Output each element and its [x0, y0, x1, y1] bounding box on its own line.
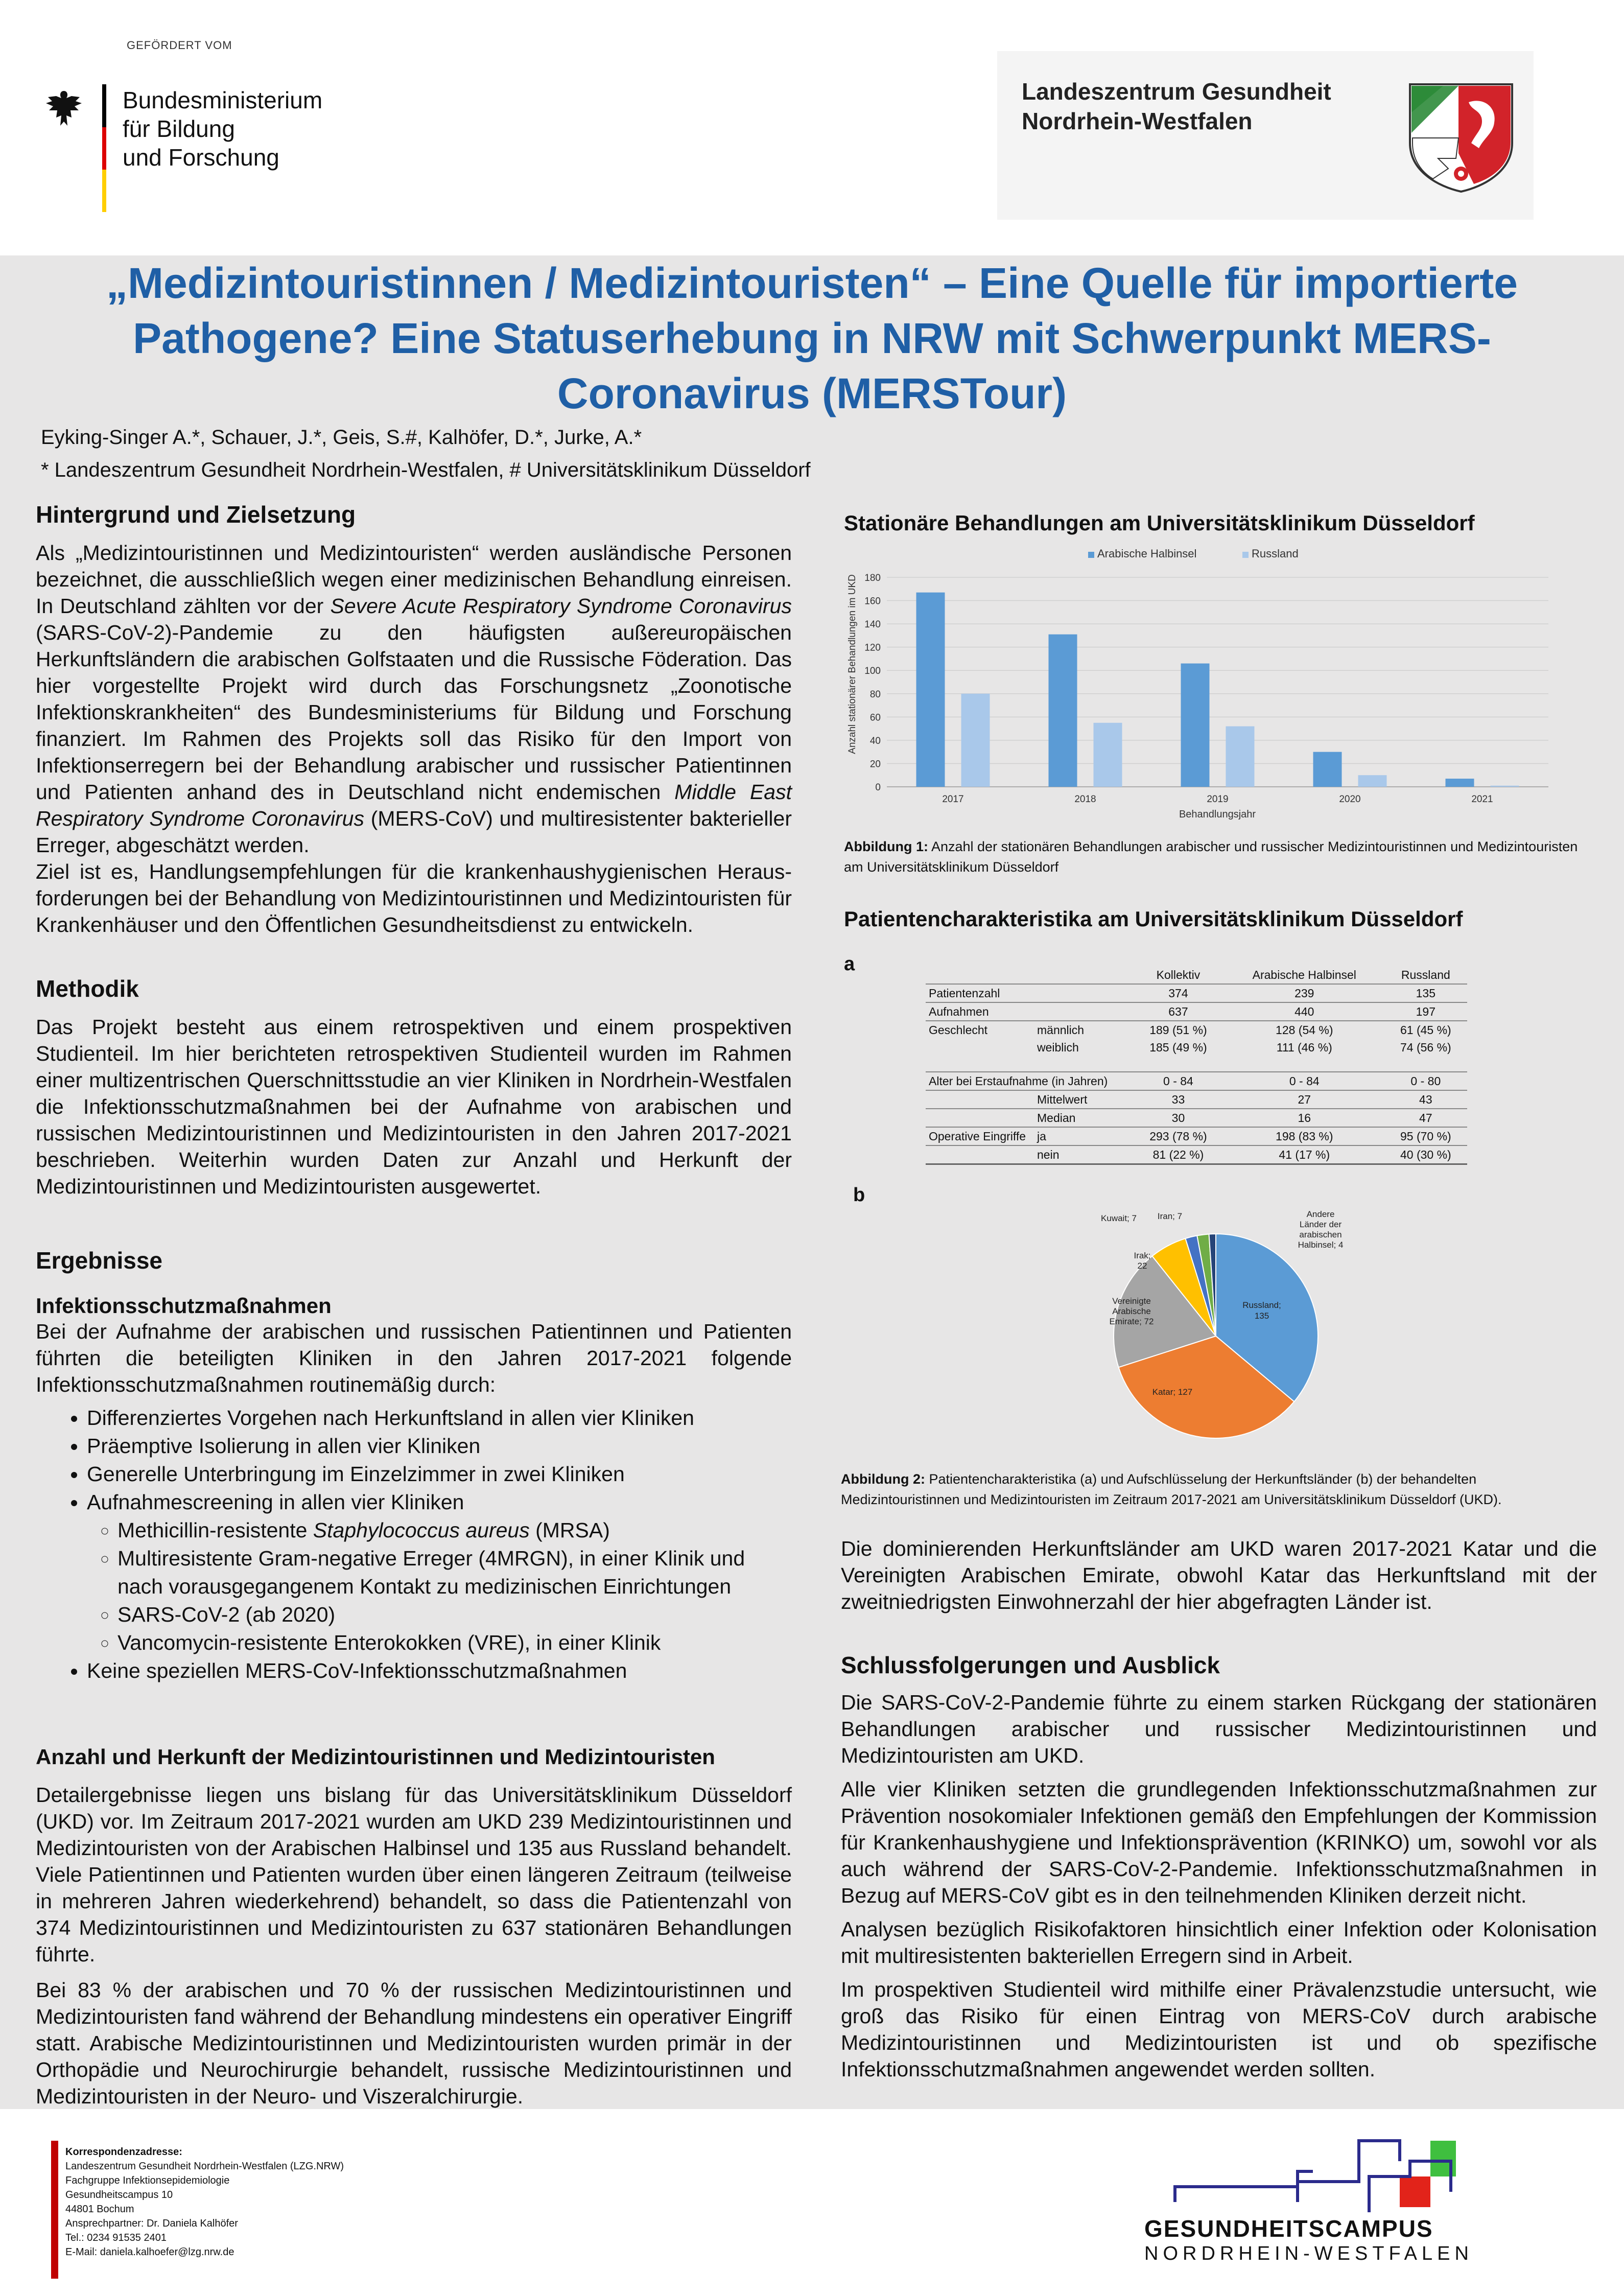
list-item	[87, 1488, 792, 1657]
text-span-italic: Severe Acute Respiratory Syndrome Coronavirus	[330, 594, 792, 618]
pie-label-andere-1: Andere	[1306, 1209, 1335, 1219]
title-line3: Coronavirus (MERSTour)	[557, 369, 1067, 417]
table-cell: 128 (54 %)	[1225, 1021, 1384, 1039]
pie-label-vae-2: Arabische	[1112, 1306, 1151, 1316]
pie-label-iran: Iran; 7	[1157, 1211, 1183, 1221]
legend-swatch-russland	[1242, 552, 1249, 558]
chart-x-axis-label: Behandlungsjahr	[1179, 809, 1256, 820]
table-cell: 374	[1132, 984, 1225, 1002]
table-row	[926, 984, 1467, 1002]
table-cell	[926, 1056, 1467, 1072]
chart-legend	[1088, 547, 1299, 560]
authors: Eyking-Singer A.*, Schauer, J.*, Geis, S.#, Kalhöfer, D.*, Jurke, A.*	[41, 426, 642, 449]
pie-label-andere-3: arabischen	[1299, 1230, 1342, 1239]
pie-label-irak-1: Irak;	[1134, 1251, 1151, 1260]
table-cell	[926, 1145, 1034, 1164]
gesundheitscampus-logo-icon	[1144, 2131, 1492, 2228]
bar-arabische-halbinsel-2021	[1446, 779, 1474, 787]
table-header-row	[926, 966, 1467, 984]
pie-label-andere-2: Länder der	[1299, 1220, 1342, 1229]
bar-arabische-halbinsel-2017	[916, 593, 945, 787]
pie-label-vae-1: Vereinigte	[1112, 1296, 1151, 1306]
table-cell: 33	[1132, 1090, 1225, 1109]
text-span: (SARS-CoV-2)-Pandemie zu den häufigsten außereuropäischen Herkunftsländern die arabischen Golfstaaten und die Russische Föderation. Das hier vorgestellte Projekt wird durch das Forschungsnetz „Zoonotische Infektionskrankheiten“ des Bundesministeriums für Bildung und Forschung finanziert. Im Rahmen des Projekts soll das Risiko für den Import von Infektionserregern bei der Behandlung arabischer und russischer Patientinnen und Patienten anhand des in Deutschland nicht endemischen	[36, 621, 792, 804]
chart1-title: Stationäre Behandlungen am Universitätsklinikum Düsseldorf	[844, 511, 1475, 535]
text-span-italic: Middle East Respiratory Syndrome Coronavirus	[36, 780, 792, 830]
table-cell: 81 (22 %)	[1132, 1145, 1225, 1164]
table-row	[926, 1127, 1467, 1145]
y-tick-label: 20	[869, 759, 881, 770]
bar-russland-2017	[961, 694, 990, 787]
methodik-paragraph: Das Projekt besteht aus einem retrospektiven und einem prospektiven Studienteil. Im hier berichteten retrospektiven Studienteil wurden im Rahmen einer multizentrischen Querschnittsstudie an vier Kliniken in Nordrhein-Westfalen die Infektionsschutzmaßnahmen bei der Aufnahme von arabischen und russischen Medizintouristinnen und Medizintouristen in den Jahren 2017-2021 beschrieben. Weiterhin wurden Daten zur Anzahl und Herkunft der Medizintouristinnen und Medizintouristen ausgewertet.	[36, 1015, 792, 1198]
table-cell	[1034, 1002, 1132, 1021]
table-cell: 185 (49 %)	[1149, 1040, 1207, 1054]
schluss-paragraph-4: Im prospektiven Studienteil wird mithilfe einer Prävalenzstudie untersucht, wie groß das Risiko für einen Eintrag von MERS-CoV durch arabische Medizintouristinnen und Medizintouristen ist und ob spezifische Infektionsschutzmaßnahmen angewendet werden sollten.	[841, 1978, 1597, 2081]
contact-line: Ansprechpartner: Dr. Daniela Kalhöfer	[65, 2218, 238, 2229]
pie-label-irak-2: 22	[1137, 1261, 1147, 1271]
legend-label-arabische: Arabische Halbinsel	[1097, 547, 1197, 560]
table-cell: 0 - 84	[1225, 1072, 1384, 1090]
bar-russland-2018	[1094, 723, 1122, 787]
y-tick-label: 40	[869, 735, 881, 746]
contact-line: Gesundheitscampus 10	[65, 2189, 173, 2201]
contact-email: E-Mail: daniela.kalhoefer@lzg.nrw.de	[65, 2246, 234, 2258]
schluss-paragraph-2: Alle vier Kliniken setzten die grundlegenden Infektionsschutzmaßnahmen zur Prävention nosokomialer Infektionen gemäß den Empfehlungen der Kommission für Krankenhaushygiene und Infektionsprävention (KRINKO) um, sowohl vor als auch während der SARS-CoV-2-Pandemie. Infektionsschutzmaßnahmen in Bezug auf MERS-CoV gibt es in den teilnehmenden Kliniken derzeit nicht.	[841, 1777, 1597, 1907]
table-cell: 40 (30 %)	[1384, 1145, 1467, 1164]
schluss-paragraph-1: Die SARS-CoV-2-Pandemie führte zu einem starken Rückgang der stationären Behandlungen arabischer und russischer Medizintouristinnen und Medizintouristen am UKD.	[841, 1691, 1597, 1767]
contact-line: Landeszentrum Gesundheit Nordrhein-Westfalen (LZG.NRW)	[65, 2161, 344, 2172]
x-tick-label: 2019	[1207, 794, 1229, 805]
pie-chart	[1073, 1206, 1359, 1446]
bar-russland-2020	[1358, 775, 1387, 787]
federal-eagle-icon	[41, 87, 87, 133]
x-tick-label: 2018	[1074, 794, 1096, 805]
funding-label: GEFÖRDERT VOM	[127, 39, 232, 52]
table-cell: 16	[1225, 1109, 1384, 1127]
section-anzahl	[36, 1745, 792, 2110]
legend-swatch-arabische	[1088, 552, 1094, 558]
table-spacer-row	[926, 1056, 1467, 1072]
table-cell: 0 - 84	[1132, 1072, 1225, 1090]
bar-russland-2021	[1491, 786, 1519, 787]
dominant-paragraph: Die dominierenden Herkunftsländer am UKD waren 2017-2021 Katar und die Vereinigten Arabischen Emirate, obwohl Katar das Herkunftsland mit der zweitniedrigsten Einwohnerzahl der hier abgefragten Länder ist.	[841, 1537, 1597, 1613]
table-row	[926, 1090, 1467, 1109]
list-item: • Präemptive Isolierung in allen vier Kliniken	[87, 1432, 792, 1460]
bar-arabische-halbinsel-2020	[1313, 752, 1342, 787]
y-tick-label: 60	[869, 712, 881, 723]
lzg-logo-text	[1022, 77, 1331, 136]
table-row	[926, 1072, 1467, 1090]
gesundheitscampus-region: NORDRHEIN-WESTFALEN	[1144, 2243, 1473, 2264]
table-cell: Operative Eingriffe	[926, 1127, 1034, 1145]
chart-y-axis-label: Anzahl stationärer Behandlungen im UKD	[847, 574, 858, 754]
ergebnisse-heading: Ergebnisse	[36, 1247, 162, 1274]
hintergrund-heading: Hintergrund und Zielsetzung	[36, 501, 356, 528]
pie-label-russland-value: 135	[1254, 1311, 1269, 1321]
table-cell: 198 (83 %)	[1225, 1127, 1384, 1145]
bmbf-line2: für Bildung	[123, 115, 235, 142]
table-cell: 43	[1384, 1090, 1467, 1109]
contact-heading: Korrespondenzadresse:	[65, 2146, 182, 2158]
list-item: • Differenziertes Vorgehen nach Herkunftsland in allen vier Kliniken	[87, 1404, 792, 1432]
screening-list	[87, 1516, 792, 1657]
y-tick-label: 140	[864, 619, 881, 630]
table-cell: Aufnahmen	[926, 1002, 1034, 1021]
contact-line: Fachgruppe Infektionsepidemiologie	[65, 2175, 230, 2186]
text-span: (MRSA)	[529, 1518, 610, 1542]
caption-text: Patientencharakteristika (a) und Aufschlüsselung der Herkunftsländer (b) der behandelten Medizintouristinnen und Medizintouristen im Zeitraum 2017-2021 am Universitätsklinikum Düsseldorf (UKD).	[841, 1471, 1502, 1507]
text-span: Aufnahmescreening in allen vier Kliniken	[87, 1490, 464, 1514]
table-cell: Patientenzahl	[926, 984, 1034, 1002]
title-line2: Pathogene? Eine Statuserhebung in NRW mit Schwerpunkt MERS-	[133, 314, 1491, 362]
table-cell: 30	[1132, 1109, 1225, 1127]
schluss-paragraph-3: Analysen bezüglich Risikofaktoren hinsichtlich einer Infektion oder Kolonisation mit multiresistenten bakteriellen Erregern sind in Arbeit.	[841, 1917, 1597, 1968]
bar-arabische-halbinsel-2019	[1181, 664, 1210, 787]
lzg-line1: Landeszentrum Gesundheit	[1022, 78, 1331, 105]
nrw-crest-icon	[1407, 82, 1515, 194]
list-item: • Keine speziellen MERS-CoV-Infektionsschutzmaßnahmen	[87, 1657, 792, 1685]
table-cell: 95 (70 %)	[1384, 1127, 1467, 1145]
contact-line: 44801 Bochum	[65, 2204, 134, 2215]
german-flag-stripe	[102, 84, 106, 212]
table-cell: ja	[1034, 1127, 1132, 1145]
bmbf-line3: und Forschung	[123, 144, 279, 171]
bmbf-line1: Bundesministerium	[123, 87, 323, 113]
caption-text: Anzahl der stationären Behandlungen arabischer und russischer Medizintouristinnen und Medizintouristen am Universitätsklinikum Düsseldorf	[844, 839, 1578, 875]
figure1-caption	[844, 836, 1580, 877]
list-item: • Generelle Unterbringung im Einzelzimmer in zwei Kliniken	[87, 1460, 792, 1488]
table-row	[926, 1145, 1467, 1164]
section-hintergrund	[36, 501, 792, 938]
table-row	[926, 1021, 1467, 1039]
patient-table	[926, 966, 1467, 1165]
contact-block	[65, 2145, 344, 2259]
measures-list	[36, 1404, 792, 1685]
caption-bold: Abbildung 1:	[844, 839, 928, 854]
chart-bars	[916, 593, 1519, 787]
dominant-countries-text	[841, 1535, 1597, 1615]
table-cell: 135	[1384, 984, 1467, 1002]
schluss-heading: Schlussfolgerungen und Ausblick	[841, 1652, 1220, 1678]
table-cell: 0 - 80	[1384, 1072, 1467, 1090]
lzg-line2: Nordrhein-Westfalen	[1022, 108, 1253, 134]
y-tick-label: 180	[864, 573, 881, 583]
title-line1: „Medizintouristinnen / Medizintouristen“ – Eine Quelle für importierte	[106, 259, 1518, 307]
table-cell	[926, 1090, 1034, 1109]
table-cell: Alter bei Erstaufnahme (in Jahren)	[926, 1072, 1132, 1090]
anzahl-paragraph-2: Bei 83 % der arabischen und 70 % der russischen Medizintouristinnen und Medizintouristen fand während der Behandlung mindestens ein operativer Eingriff statt. Arabische Medizintouristinnen und Medizintouristen wurden primär in der Orthopädie und Neurochirurgie behandelt, russische Medizintouristinnen und Medizintouristen in der Neuro- und Viszeralchirurgie.	[36, 1978, 792, 2108]
table-cell	[926, 1109, 1034, 1127]
text-span-italic: Staphylococcus aureus	[313, 1518, 530, 1542]
y-tick-label: 0	[875, 782, 881, 793]
table-cell: nein	[1034, 1145, 1132, 1164]
pie-label-andere-4: Halbinsel; 4	[1298, 1240, 1344, 1250]
table-header-cell: Arabische Halbinsel	[1225, 966, 1384, 984]
panel-label-a: a	[844, 953, 855, 975]
bar-chart	[841, 542, 1556, 828]
table-cell: 239	[1225, 984, 1384, 1002]
infektionsschutz-subheading: Infektionsschutzmaßnahmen	[36, 1294, 332, 1318]
table-cell: 111 (46 %)	[1276, 1040, 1332, 1054]
table-cell: Mittelwert	[1034, 1090, 1132, 1109]
table-header-cell: Kollektiv	[1132, 966, 1225, 984]
table-cell: 293 (78 %)	[1132, 1127, 1225, 1145]
hintergrund-paragraph-1	[36, 540, 792, 858]
y-tick-label: 80	[869, 689, 881, 700]
table-cell: männlich	[1034, 1021, 1132, 1039]
affiliations: * Landeszentrum Gesundheit Nordrhein-Westfalen, # Universitätsklinikum Düsseldorf	[41, 459, 811, 481]
table-row	[926, 1039, 1467, 1056]
pie-label-russland: Russland;	[1242, 1300, 1281, 1310]
legend-label-russland: Russland	[1252, 547, 1299, 560]
table-cell: 61 (45 %)	[1384, 1021, 1467, 1039]
pie-label-kuwait: Kuwait; 7	[1101, 1213, 1137, 1223]
anzahl-subheading: Anzahl und Herkunft der Medizintouristinnen und Medizintouristen	[36, 1745, 715, 1769]
caption-bold: Abbildung 2:	[841, 1471, 925, 1487]
list-item	[117, 1516, 792, 1544]
text-span: Als „Medizintouristinnen und Medizintouristen“ werden ausländische Personen bezeichnet, die ausschließlich wegen einer medizinischen Behandlung einreisen. In Deutschland zählten vor der	[36, 541, 792, 618]
section-schluss	[841, 1651, 1597, 2082]
gesundheitscampus-name: GESUNDHEITSCAMPUS	[1144, 2215, 1433, 2242]
table-cell: Median	[1034, 1109, 1132, 1127]
table-cell: 189 (51 %)	[1132, 1021, 1225, 1039]
y-tick-label: 100	[864, 666, 881, 677]
list-item: ◦ Vancomycin-resistente Enterokokken (VRE), in einer Klinik	[117, 1629, 792, 1657]
x-tick-label: 2021	[1471, 794, 1493, 805]
poster-title	[41, 255, 1583, 421]
bar-russland-2019	[1226, 727, 1255, 787]
list-item: ◦ Multiresistente Gram-negative Erreger (4MRGN), in einer Klinik und nach vorausgegangenem Kontakt zu medizinischen Einrichtungen	[117, 1544, 792, 1601]
bmbf-logo-text	[123, 86, 322, 172]
chart-y-ticks	[864, 573, 881, 793]
table-cell: 27	[1225, 1090, 1384, 1109]
anzahl-paragraph-1: Detailergebnisse liegen uns bislang für das Universitätsklinikum Düsseldorf (UKD) vor. Im Zeitraum 2017-2021 wurden am UKD 239 Medizintouristinnen und Medizintouristen von der Arabischen Halbinsel und 135 aus Russland behandelt. Viele Patientinnen und Patienten wurden über einen längeren Zeitraum (teilweise in mehreren Jahren wiederkehrend) behandelt, so dass die Patientenzahl von 374 Medizintouristinnen und Medizintouristen zu 637 stationären Behandlungen führte.	[36, 1783, 792, 1966]
figure2-caption	[841, 1469, 1582, 1510]
x-tick-label: 2017	[942, 794, 964, 805]
section-methodik	[36, 975, 792, 1200]
section-ergebnisse	[36, 1247, 792, 1685]
table-cell: 47	[1384, 1109, 1467, 1127]
contact-line: Tel.: 0234 91535 2401	[65, 2232, 167, 2243]
list-item: ◦ SARS-CoV-2 (ab 2020)	[117, 1601, 792, 1629]
bar-arabische-halbinsel-2018	[1049, 635, 1077, 787]
footer-accent-bar	[51, 2141, 58, 2279]
text-span: Methicillin-resistente	[117, 1518, 313, 1542]
pie-label-katar: Katar; 127	[1152, 1387, 1193, 1397]
table-cell	[1034, 966, 1132, 984]
table-row	[926, 1002, 1467, 1021]
table-cell: 74 (56 %)	[1400, 1040, 1451, 1054]
table-cell: 197	[1384, 1002, 1467, 1021]
text-span: (MERS-CoV) und multiresistenter bakterieller Erreger, abgeschätzt werden.	[36, 807, 792, 857]
table-cell: Geschlecht	[926, 1021, 1034, 1039]
table-row	[926, 1109, 1467, 1127]
table-cell: 41 (17 %)	[1225, 1145, 1384, 1164]
table-cell	[926, 966, 1034, 984]
table-cell	[1034, 984, 1132, 1002]
table-title: Patientencharakteristika am Universitätsklinikum Düsseldorf	[844, 907, 1463, 931]
table-header-cell: Russland	[1384, 966, 1467, 984]
pie-label-vae-3: Emirate; 72	[1109, 1317, 1154, 1326]
x-tick-label: 2020	[1339, 794, 1361, 805]
methodik-heading: Methodik	[36, 975, 139, 1002]
y-tick-label: 160	[864, 596, 881, 607]
table-cell: weiblich	[1037, 1040, 1079, 1054]
ergebnisse-paragraph-1: Bei der Aufnahme der arabischen und russischen Patientinnen und Patienten führten die beteiligten Kliniken in den Jahren 2017-2021 folgende Infektionsschutzmaßnahmen routinemäßig durch:	[36, 1320, 792, 1396]
chart-x-ticks	[942, 794, 1493, 805]
hintergrund-paragraph-2: Ziel ist es, Handlungsempfehlungen für die krankenhaushygienischen Heraus-forderungen bei der Behandlung von Medizintouristinnen und Medizintouristen für Krankenhäuser und den Öffentlichen Gesundheitsdienst zu entwickeln.	[36, 860, 792, 937]
table-cell: 637	[1132, 1002, 1225, 1021]
table-cell	[926, 1039, 1034, 1056]
table-cell: 440	[1225, 1002, 1384, 1021]
panel-label-b: b	[853, 1184, 865, 1206]
y-tick-label: 120	[864, 642, 881, 653]
